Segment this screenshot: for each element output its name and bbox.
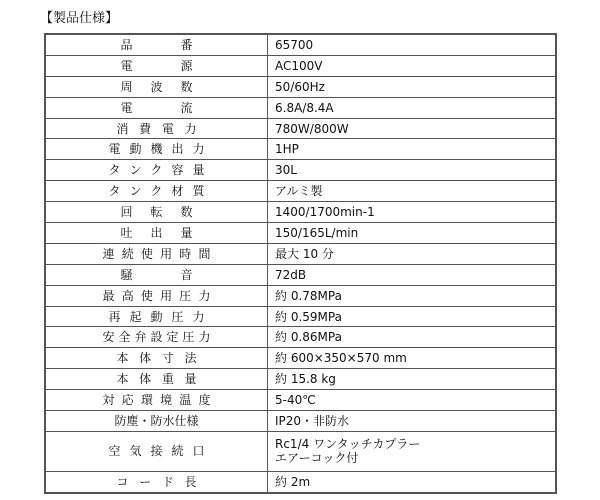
spec-value-cell [268, 264, 557, 285]
spec-row [45, 139, 556, 160]
spec-value: 65700 [275, 37, 314, 52]
spec-value: 150/165L/min [275, 225, 359, 240]
spec-label-cell [45, 139, 268, 160]
spec-value-cell [268, 55, 557, 76]
spec-value: 5-40℃ [275, 393, 316, 408]
spec-value: 最大 10 分 [275, 246, 334, 261]
spec-value-cell [268, 285, 557, 306]
spec-value-cell [268, 390, 557, 411]
spec-value-cell [268, 471, 557, 492]
spec-value-cell [268, 202, 557, 223]
spec-table [44, 33, 557, 494]
spec-label-cell [45, 327, 268, 348]
spec-value: 6.8A/8.4A [275, 100, 334, 115]
spec-label-cell [45, 76, 268, 97]
spec-value-cell [268, 348, 557, 369]
spec-row [45, 390, 556, 411]
spec-value-line2: エアーコック付 [275, 451, 359, 466]
spec-label: 本体重量 [116, 372, 197, 387]
spec-row [45, 97, 556, 118]
spec-label: 周波数 [120, 79, 193, 94]
spec-value-cell [268, 431, 557, 471]
spec-label-cell [45, 390, 268, 411]
spec-value-cell [268, 118, 557, 139]
spec-label-cell [45, 306, 268, 327]
spec-label-cell [45, 369, 268, 390]
spec-row [45, 369, 556, 390]
spec-label: タンク材質 [108, 184, 205, 199]
spec-row [45, 264, 556, 285]
spec-label: 電源 [120, 58, 193, 73]
spec-label-cell [45, 181, 268, 202]
spec-row [45, 223, 556, 244]
spec-label-cell [45, 264, 268, 285]
spec-row [45, 327, 556, 348]
spec-label-cell [45, 55, 268, 76]
spec-value: 72dB [275, 267, 307, 282]
spec-label-cell [45, 348, 268, 369]
spec-row [45, 160, 556, 181]
spec-value: 50/60Hz [275, 79, 325, 94]
spec-row [45, 55, 556, 76]
spec-label-cell [45, 431, 268, 471]
spec-label-cell [45, 160, 268, 181]
spec-label-cell [45, 97, 268, 118]
spec-label: 騒音 [120, 267, 193, 282]
spec-label-cell [45, 243, 268, 264]
spec-value-cell [268, 181, 557, 202]
spec-label: 消費電力 [116, 121, 197, 136]
spec-value-cell [268, 97, 557, 118]
spec-row [45, 411, 556, 432]
spec-value: AC100V [275, 58, 323, 73]
spec-label: 対応環境温度 [102, 393, 211, 408]
section-title: 【製品仕様】 [40, 11, 119, 26]
spec-value-cell [268, 411, 557, 432]
spec-value: Rc1/4 ワンタッチカプラー [275, 437, 421, 452]
spec-row [45, 76, 556, 97]
spec-row [45, 181, 556, 202]
spec-label-cell [45, 202, 268, 223]
spec-label-cell [45, 411, 268, 432]
spec-label: 再起動圧力 [108, 309, 205, 324]
spec-value: 約 2m [275, 474, 311, 489]
spec-value: 780W/800W [275, 121, 349, 136]
spec-label: 連続使用時間 [102, 246, 211, 261]
spec-value: 1400/1700min-1 [275, 205, 375, 220]
spec-label: 本体寸法 [116, 351, 197, 366]
spec-label-cell [45, 118, 268, 139]
spec-label: 吐出量 [120, 225, 193, 240]
spec-value-cell [268, 160, 557, 181]
spec-value: 30L [275, 163, 297, 178]
spec-value-cell [268, 139, 557, 160]
spec-row [45, 34, 556, 55]
spec-value: 約 0.78MPa [275, 288, 342, 303]
spec-label-cell [45, 285, 268, 306]
spec-row [45, 348, 556, 369]
spec-row [45, 118, 556, 139]
spec-value: 約 0.86MPa [275, 330, 342, 345]
spec-label-cell [45, 223, 268, 244]
spec-value-cell [268, 34, 557, 55]
spec-label: 電動機出力 [108, 142, 205, 157]
spec-row [45, 243, 556, 264]
spec-label: 品番 [120, 37, 193, 52]
spec-value: IP20・非防水 [275, 413, 350, 428]
spec-value-cell [268, 223, 557, 244]
spec-label: 防塵・防水仕様 [114, 413, 199, 428]
spec-label: 空気接続口 [108, 444, 205, 459]
spec-label: 電流 [120, 100, 193, 115]
spec-value-cell [268, 306, 557, 327]
spec-row [45, 471, 556, 492]
spec-label: 最高使用圧力 [102, 288, 211, 303]
spec-label: タンク容量 [108, 163, 205, 178]
spec-value-cell [268, 369, 557, 390]
spec-value-cell [268, 243, 557, 264]
spec-label: 安全弁設定圧力 [102, 330, 211, 345]
spec-row [45, 431, 556, 471]
spec-value: 約 0.59MPa [275, 309, 342, 324]
spec-row [45, 285, 556, 306]
spec-value-cell [268, 76, 557, 97]
spec-value: 約 600×350×570 mm [275, 351, 407, 366]
spec-row [45, 202, 556, 223]
spec-label-cell [45, 471, 268, 492]
spec-value-cell [268, 327, 557, 348]
spec-row [45, 306, 556, 327]
spec-value: 約 15.8 kg [275, 372, 336, 387]
spec-value: 1HP [275, 142, 299, 157]
spec-value: アルミ製 [275, 184, 323, 199]
spec-label-cell [45, 34, 268, 55]
spec-label: コード長 [116, 474, 197, 489]
spec-label: 回転数 [120, 205, 193, 220]
